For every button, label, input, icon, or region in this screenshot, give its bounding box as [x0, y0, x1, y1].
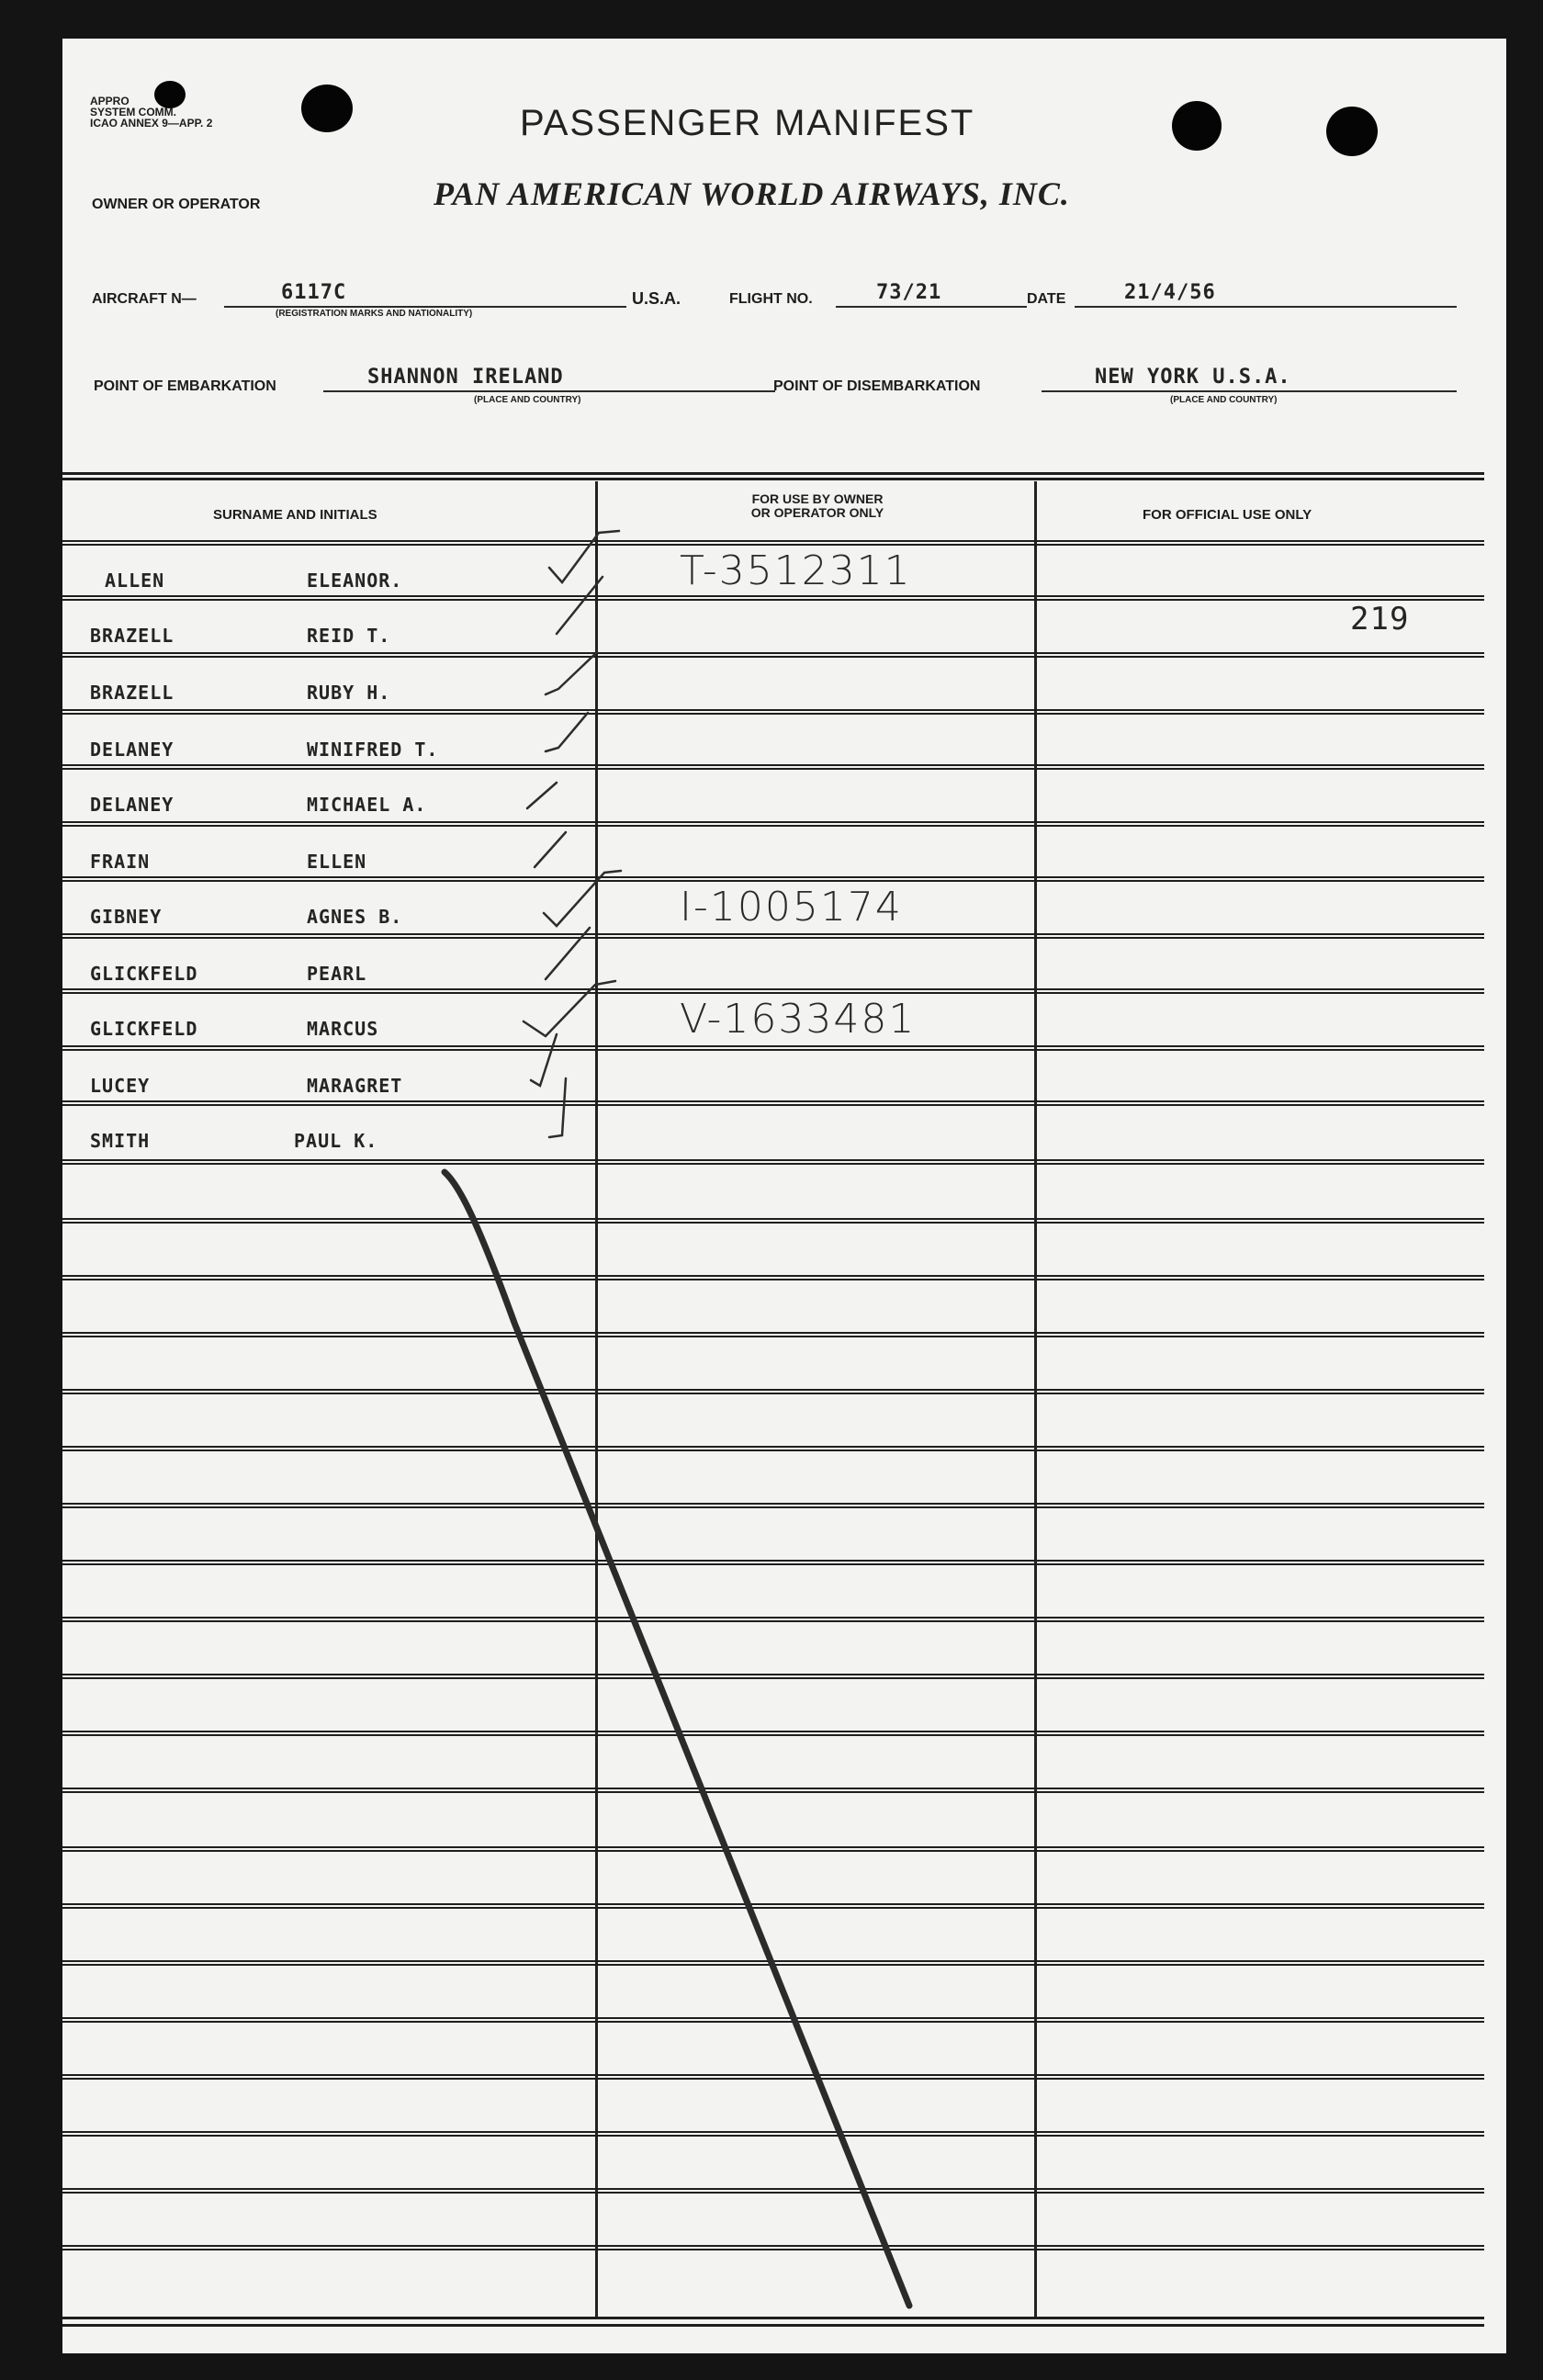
operator-note: V-1633481 [680, 996, 917, 1043]
check-mark [546, 928, 590, 979]
check-mark [524, 981, 615, 1036]
passenger-given-name: ELEANOR. [307, 570, 403, 592]
passenger-surname: GLICKFELD [90, 963, 198, 985]
aircraft-value: 6117C [281, 281, 347, 304]
passenger-surname: DELANEY [90, 739, 175, 761]
passenger-surname: DELANEY [90, 794, 175, 816]
check-mark [544, 871, 621, 926]
embarkation-caption: (PLACE AND COUNTRY) [474, 395, 581, 405]
embarkation-label: POINT OF EMBARKATION [94, 378, 276, 394]
check-mark [549, 1078, 566, 1137]
check-marks [524, 531, 621, 1137]
check-mark [557, 577, 603, 634]
disembarkation-caption: (PLACE AND COUNTRY) [1170, 395, 1278, 405]
passenger-surname: ALLEN [105, 570, 165, 592]
column-header-official: FOR OFFICIAL USE ONLY [1143, 507, 1312, 523]
embarkation-value: SHANNON IRELAND [367, 366, 564, 389]
passenger-given-name: AGNES B. [307, 906, 403, 928]
passenger-given-name: REID T. [307, 625, 391, 647]
check-mark [527, 783, 557, 808]
operator-note: I-1005174 [680, 884, 903, 931]
passenger-given-name: MICHAEL A. [307, 794, 427, 816]
usa-label: U.S.A. [632, 289, 681, 308]
passenger-given-name: PAUL K. [294, 1130, 378, 1152]
passenger-surname: BRAZELL [90, 682, 175, 704]
flight-value: 73/21 [876, 281, 942, 304]
owner-value: PAN AMERICAN WORLD AIRWAYS, INC. [434, 175, 1070, 212]
aircraft-label: AIRCRAFT N— [92, 291, 197, 307]
check-mark [531, 1034, 557, 1086]
column-header-operator: FOR USE BY OWNER OR OPERATOR ONLY [750, 491, 884, 520]
date-label: DATE [1027, 291, 1066, 307]
column-header-surname: SURNAME AND INITIALS [213, 507, 377, 523]
passenger-given-name: ELLEN [307, 851, 367, 873]
operator-note: T-3512311 [680, 547, 912, 594]
passenger-given-name: MARCUS [307, 1018, 379, 1040]
official-note: 219 [1350, 601, 1410, 637]
passenger-given-name: WINIFRED T. [307, 739, 439, 761]
passenger-surname: BRAZELL [90, 625, 175, 647]
page-title: PASSENGER MANIFEST [520, 103, 975, 143]
registration-caption: (REGISTRATION MARKS AND NATIONALITY) [276, 309, 473, 319]
owner-label: OWNER OR OPERATOR [92, 197, 261, 212]
check-mark [546, 652, 597, 694]
check-mark [535, 832, 566, 867]
passenger-surname: SMITH [90, 1130, 151, 1152]
passenger-surname: GLICKFELD [90, 1018, 198, 1040]
passenger-surname: GIBNEY [90, 906, 163, 928]
passenger-given-name: MARAGRET [307, 1075, 403, 1097]
disembarkation-value: NEW YORK U.S.A. [1095, 366, 1291, 389]
passenger-given-name: PEARL [307, 963, 367, 985]
disembarkation-label: POINT OF DISEMBARKATION [773, 378, 981, 394]
passenger-surname: FRAIN [90, 851, 151, 873]
check-mark [546, 713, 588, 751]
flight-label: FLIGHT NO. [729, 291, 813, 307]
passenger-given-name: RUBY H. [307, 682, 391, 704]
date-value: 21/4/56 [1124, 281, 1216, 304]
passenger-surname: LUCEY [90, 1075, 151, 1097]
approval-note: APPRO SYSTEM COMM. ICAO ANNEX 9—APP. 2 [90, 95, 213, 130]
check-mark [549, 531, 619, 582]
strike-through-line [445, 1172, 909, 2306]
